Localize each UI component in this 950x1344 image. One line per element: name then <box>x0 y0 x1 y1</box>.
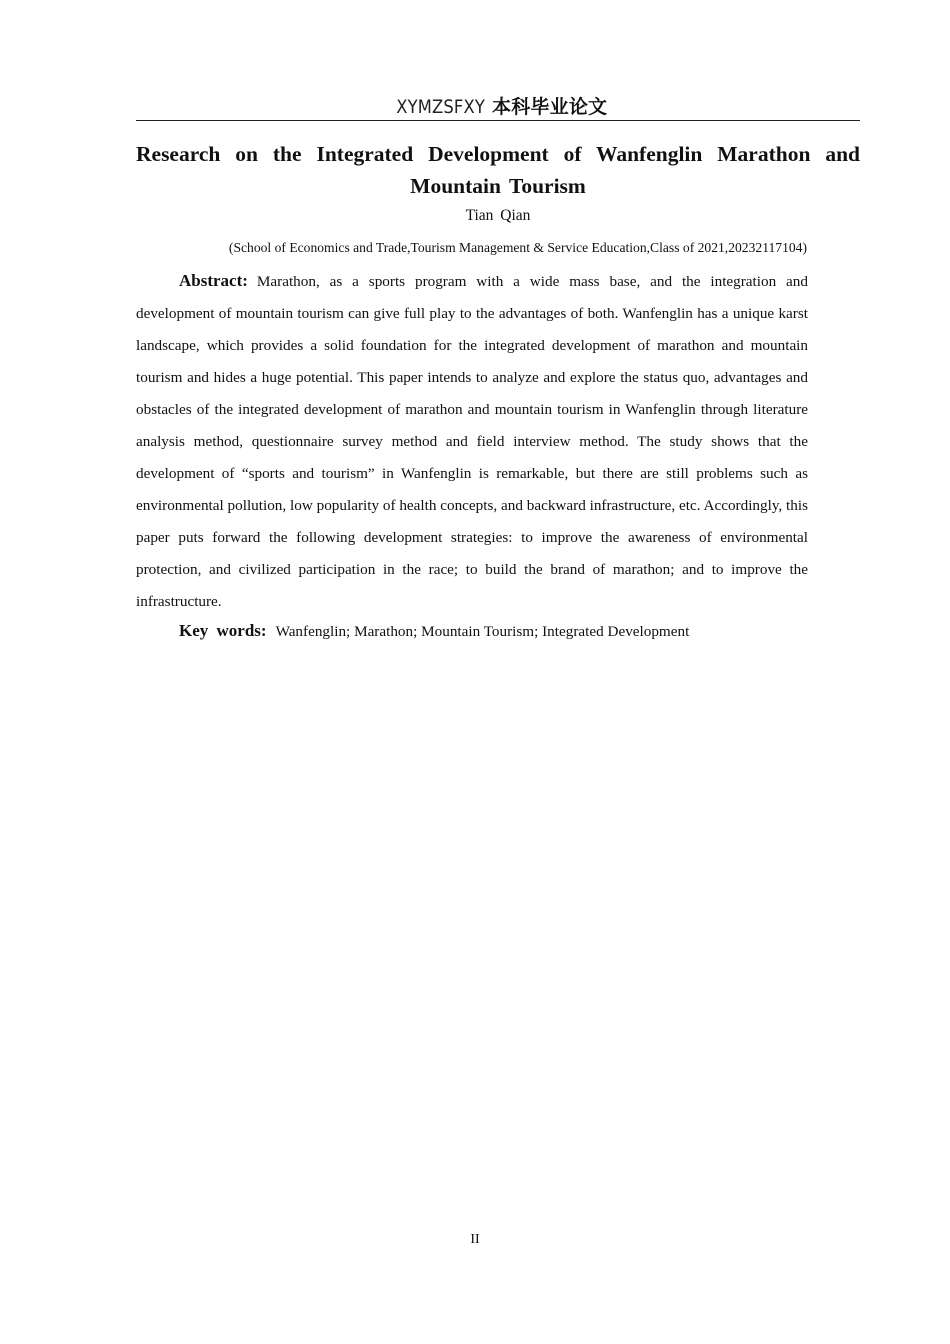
header-thesis-label: 本科毕业论文 <box>492 96 608 118</box>
keywords-label: Key words: <box>179 621 267 640</box>
running-header <box>136 92 860 121</box>
page-number: II <box>470 1232 480 1247</box>
abstract-label: Abstract: <box>179 271 248 290</box>
abstract-body: Marathon, as a sports program with a wide mass base, and the integration and development of mountain tourism can give full play to the advantages of both. Wanfenglin has a unique karst landscape, which provides a solid foundation for the integrated development of marathon and mountain tourism and hides a huge potential. This paper intends to analyze and explore the status quo, advantages and obstacles of the integrated development of marathon and mountain tourism in Wanfenglin through literature analysis method, questionnaire survey method and field interview method. The study shows that the development of “sports and tourism” in Wanfenglin is remarkable, but there are still problems such as environmental pollution, low popularity of health concepts, and backward infrastructure, etc. Accordingly, this paper puts forward the following development strategies: to improve the awareness of environmental protection, and civilized participation in the race; to build the brand of marathon; and to improve the infrastructure. <box>136 273 808 610</box>
abstract-paragraph <box>136 265 808 618</box>
keywords-body: Wanfenglin; Marathon; Mountain Tourism; Integrated Development <box>275 623 690 640</box>
author-affiliation: (School of Economics and Trade,Tourism Management & Service Education,Class of 2021,20232117104) <box>228 240 807 255</box>
paper-title: Research on the Integrated Development of Wanfenglin Marathon and Mountain Tourism <box>136 142 860 198</box>
keywords-line <box>179 616 819 647</box>
author-name: Tian Qian <box>465 207 531 224</box>
header-school-code: XYMZSFXY <box>395 96 485 118</box>
